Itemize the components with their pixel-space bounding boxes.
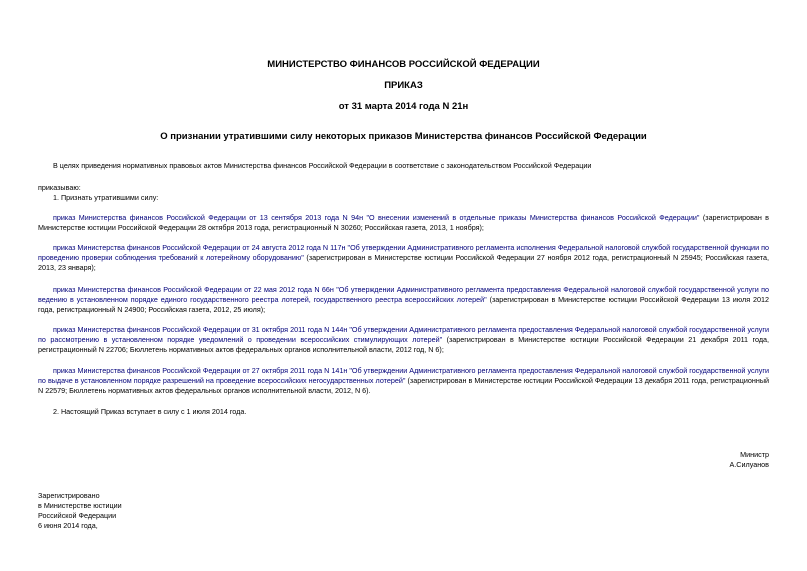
list-item [38, 213, 769, 233]
order-registration: (зарегистрирован в Министерстве юстиции Российской Федерации 21 декабря 2011 года, регистрационный N 22706; Бюллетень нормативных актов федеральных органов исполнительной власти, 2012 год, N 6); [38, 335, 770, 354]
order-word: приказываю: [38, 183, 81, 192]
list-item [38, 243, 769, 273]
item2: 2. Настоящий Приказ вступает в силу с 1 июля 2014 года. [53, 407, 247, 416]
order-registration: (зарегистрирован в Министерстве юстиции Российской Федерации 13 декабря 2011 года, регистрационный N 22579; Бюллетень нормативных актов федеральных органов исполнительной власти, 2012, N 6). [38, 376, 770, 395]
doc-type-heading: ПРИКАЗ [384, 80, 423, 91]
registration-line: 6 июня 2014 года, [38, 521, 98, 530]
signature-name: А.Силуанов [729, 460, 769, 469]
list-item [38, 325, 769, 355]
order-link[interactable]: приказ Министерства финансов Российской Федерации от 22 мая 2012 года N 66н "Об утверждении Административного регламента предоставления Федеральной налоговой службой государственной услуги по ведению в установленном порядке единого государственного реестра лотерей, государственного реестра всероссийских лотерей" [38, 285, 769, 304]
signature-position: Министр [740, 450, 769, 459]
list-item [38, 285, 769, 315]
registration-line: в Министерстве юстиции [38, 501, 122, 510]
signature-block [730, 450, 770, 470]
order-link[interactable]: приказ Министерства финансов Российской Федерации от 13 сентября 2013 года N 94н "О внесении изменений в отдельные приказы Министерства финансов Российской Федерации" [53, 213, 700, 222]
registration-block [38, 491, 122, 531]
list-item [38, 366, 769, 396]
order-registration: (зарегистрирован в Министерстве юстиции Российской Федерации 28 октября 2013 года, регистрационный N 30260; Российская газета, 2013, 1 ноября); [38, 213, 769, 232]
order-link[interactable]: приказ Министерства финансов Российской Федерации от 27 октября 2011 года N 141н "Об утверждении Административного регламента предоставления Федеральной налоговой службой государственной услуги по выдаче в установленном порядке разрешений на проведение всероссийских негосударственных лотерей" [38, 366, 769, 385]
date-number-heading: от 31 марта 2014 года N 21н [338, 101, 469, 112]
document-title: О признании утратившими силу некоторых приказов Министерства финансов Российской Федерации [160, 131, 647, 142]
order-registration: (зарегистрирован в Министерстве юстиции Российской Федерации 27 ноября 2012 года, регистрационный N 25945; Российская газета, 2013, 23 января); [38, 253, 769, 272]
ministry-heading: МИНИСТЕРСТВО ФИНАНСОВ РОССИЙСКОЙ ФЕДЕРАЦИИ [267, 59, 540, 70]
preamble: В целях приведения нормативных правовых актов Министерства финансов Российской Федерации в соответствие с законодательством Российской Федерации [53, 161, 592, 170]
registration-line: Зарегистрировано [38, 491, 100, 500]
order-link[interactable]: приказ Министерства финансов Российской Федерации от 31 октября 2011 года N 144н "Об утверждении Административного регламента предоставления Федеральной налоговой службой государственной услуги по рассмотрению в установленном порядке уведомлений о проведении всероссийских стимулирующих лотерей" [38, 325, 769, 344]
registration-line: Российской Федерации [38, 511, 117, 520]
order-link[interactable]: приказ Министерства финансов Российской Федерации от 24 августа 2012 года N 117н "Об утверждении Административного регламента исполнения Федеральной налоговой службой государственной функции по проведению проверки соблюдения требований к лотерейному оборудованию" [38, 243, 769, 262]
order-registration: (зарегистрирован в Министерстве юстиции Российской Федерации 13 июля 2012 года, регистрационный N 24900; Российская газета, 2012, 25 июля); [38, 295, 769, 314]
item1-heading: 1. Признать утратившими силу: [53, 193, 159, 202]
